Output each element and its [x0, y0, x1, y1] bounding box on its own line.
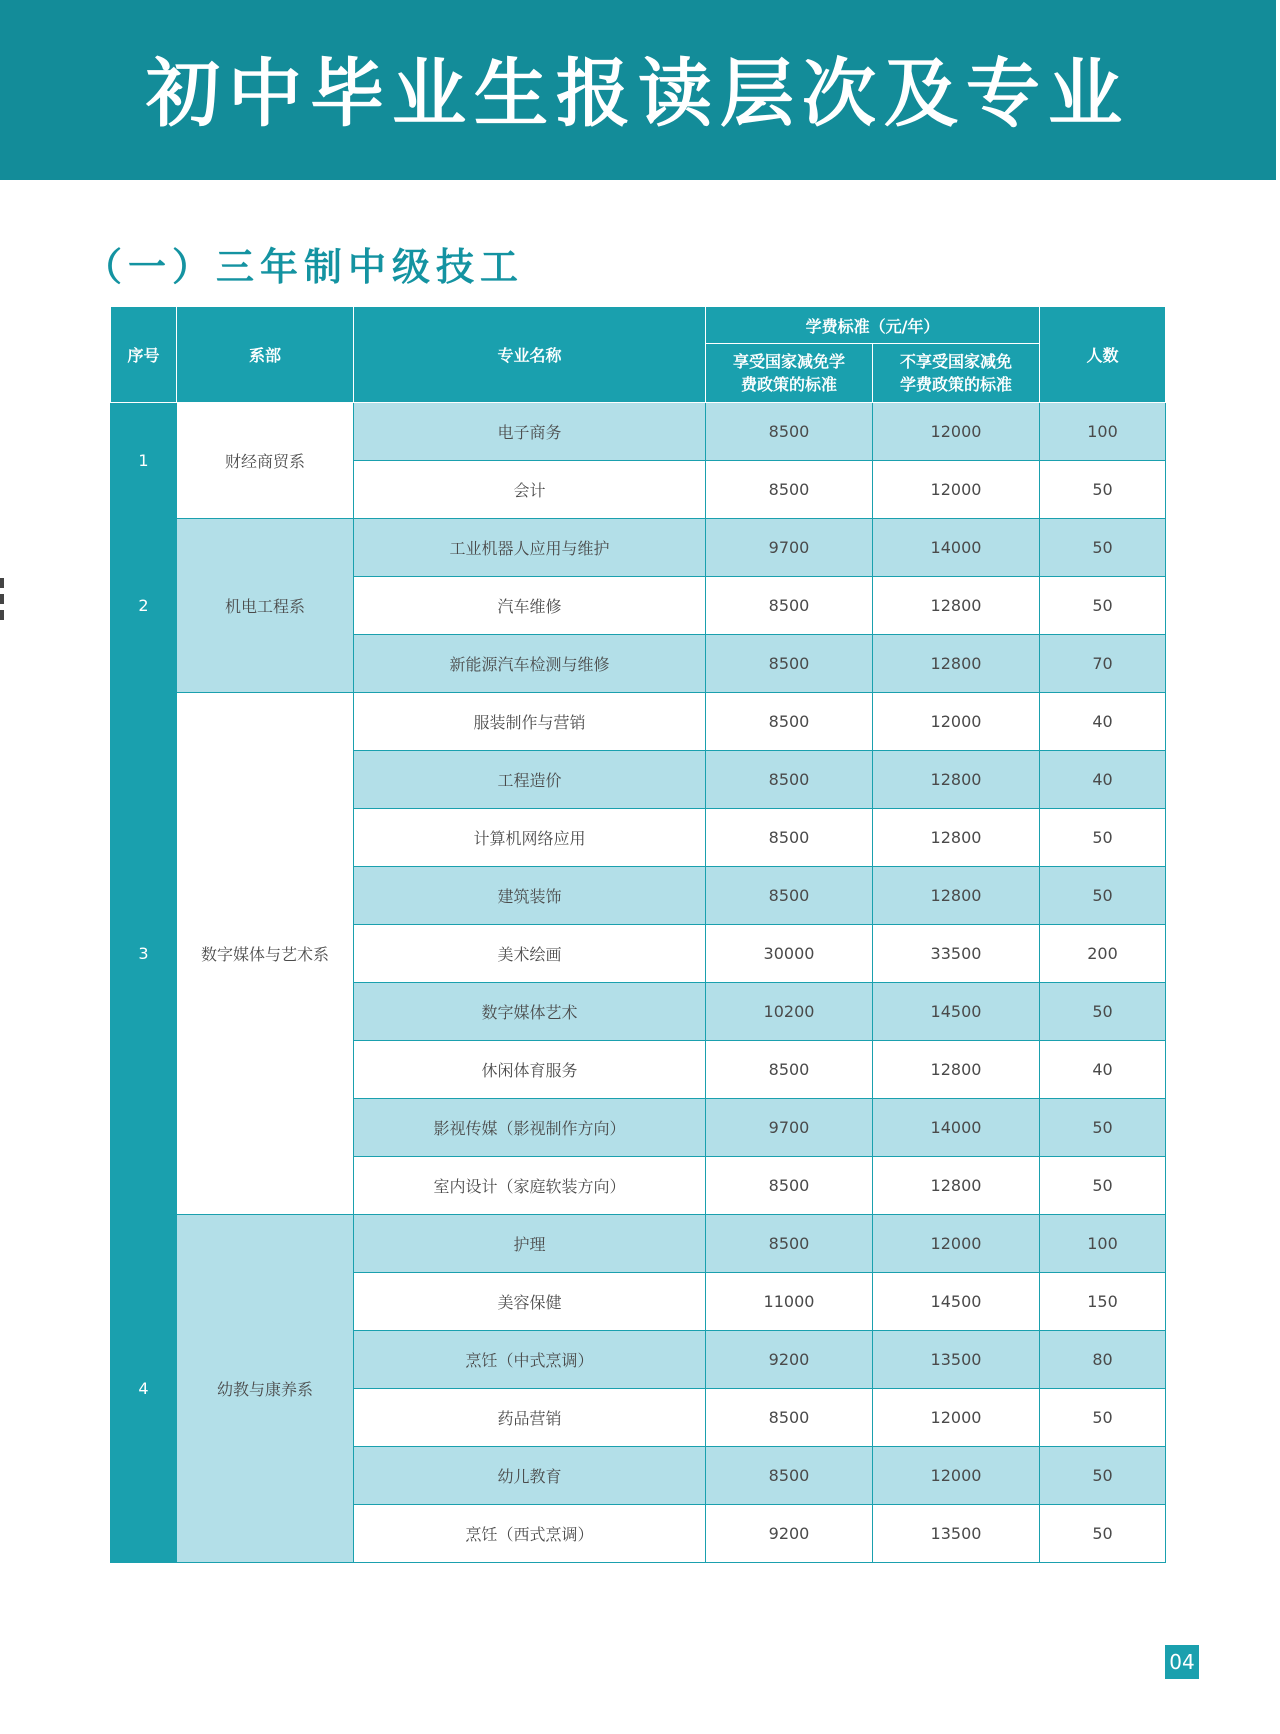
table-row	[111, 403, 1166, 461]
major-cell: 工业机器人应用与维护	[354, 519, 706, 577]
header-index: 序号	[111, 307, 177, 403]
group-index-cell: 4	[111, 1215, 177, 1563]
major-cell: 美容保健	[354, 1273, 706, 1331]
count-cell: 40	[1040, 1041, 1166, 1099]
fee-standard-cell: 12800	[873, 867, 1040, 925]
count-cell: 200	[1040, 925, 1166, 983]
fee-standard-cell: 14500	[873, 1273, 1040, 1331]
department-cell: 幼教与康养系	[177, 1215, 354, 1563]
count-cell: 50	[1040, 1447, 1166, 1505]
fee-standard-cell: 12000	[873, 461, 1040, 519]
count-cell: 50	[1040, 519, 1166, 577]
count-cell: 100	[1040, 1215, 1166, 1273]
fee-subsidized-cell: 30000	[706, 925, 873, 983]
fee-standard-cell: 12000	[873, 693, 1040, 751]
count-cell: 80	[1040, 1331, 1166, 1389]
table-body	[111, 403, 1166, 1563]
major-cell: 护理	[354, 1215, 706, 1273]
fee-standard-cell: 13500	[873, 1505, 1040, 1563]
fee-standard-cell: 14000	[873, 1099, 1040, 1157]
fee-subsidized-cell: 8500	[706, 461, 873, 519]
table-row	[111, 1215, 1166, 1273]
page-title: 初中毕业生报读层次及专业	[146, 51, 1130, 137]
major-cell: 美术绘画	[354, 925, 706, 983]
department-cell: 财经商贸系	[177, 403, 354, 519]
fee-subsidized-cell: 8500	[706, 751, 873, 809]
fee-standard-cell: 14500	[873, 983, 1040, 1041]
fee-subsidized-cell: 8500	[706, 577, 873, 635]
fee-subsidized-cell: 8500	[706, 1157, 873, 1215]
fee-standard-cell: 33500	[873, 925, 1040, 983]
count-cell: 50	[1040, 577, 1166, 635]
major-cell: 室内设计（家庭软装方向）	[354, 1157, 706, 1215]
major-cell: 烹饪（西式烹调）	[354, 1505, 706, 1563]
fee-table	[110, 306, 1166, 1563]
header-fee-standard	[873, 344, 1040, 403]
major-cell: 药品营销	[354, 1389, 706, 1447]
fee-standard-cell: 12800	[873, 1041, 1040, 1099]
fee-subsidized-cell: 9700	[706, 1099, 873, 1157]
fee-standard-cell: 12800	[873, 751, 1040, 809]
fee-standard-cell: 12800	[873, 577, 1040, 635]
count-cell: 50	[1040, 1099, 1166, 1157]
fee-subsidized-cell: 8500	[706, 809, 873, 867]
major-cell: 新能源汽车检测与维修	[354, 635, 706, 693]
count-cell: 50	[1040, 809, 1166, 867]
group-index-cell: 1	[111, 403, 177, 519]
edge-mark	[0, 578, 4, 588]
fee-subsidized-cell: 9200	[706, 1331, 873, 1389]
major-cell: 会计	[354, 461, 706, 519]
major-cell: 服装制作与营销	[354, 693, 706, 751]
major-cell: 电子商务	[354, 403, 706, 461]
count-cell: 50	[1040, 461, 1166, 519]
page-number: 04	[1165, 1645, 1199, 1679]
edge-mark	[0, 610, 4, 620]
fee-subsidized-cell: 8500	[706, 1215, 873, 1273]
header-fee-standard-text: 不享受国家减免学费政策的标准	[899, 352, 1012, 394]
count-cell: 50	[1040, 1389, 1166, 1447]
fee-subsidized-cell: 9200	[706, 1505, 873, 1563]
fee-subsidized-cell: 8500	[706, 635, 873, 693]
group-index-cell: 3	[111, 693, 177, 1215]
header-fee-subsidized-text: 享受国家减免学费政策的标准	[732, 352, 845, 394]
header-count: 人数	[1040, 307, 1166, 403]
count-cell: 50	[1040, 1505, 1166, 1563]
count-cell: 70	[1040, 635, 1166, 693]
fee-subsidized-cell: 9700	[706, 519, 873, 577]
fee-table-container	[110, 306, 1165, 1563]
fee-standard-cell: 12000	[873, 403, 1040, 461]
fee-subsidized-cell: 10200	[706, 983, 873, 1041]
edge-mark	[0, 594, 4, 604]
fee-subsidized-cell: 8500	[706, 1389, 873, 1447]
fee-standard-cell: 12800	[873, 1157, 1040, 1215]
table-row	[111, 519, 1166, 577]
major-cell: 幼儿教育	[354, 1447, 706, 1505]
major-cell: 计算机网络应用	[354, 809, 706, 867]
fee-subsidized-cell: 8500	[706, 403, 873, 461]
table-row	[111, 693, 1166, 751]
header-major: 专业名称	[354, 307, 706, 403]
header-fee-subsidized	[706, 344, 873, 403]
fee-subsidized-cell: 11000	[706, 1273, 873, 1331]
department-cell: 机电工程系	[177, 519, 354, 693]
major-cell: 汽车维修	[354, 577, 706, 635]
fee-standard-cell: 12000	[873, 1447, 1040, 1505]
count-cell: 40	[1040, 751, 1166, 809]
header-department: 系部	[177, 307, 354, 403]
major-cell: 建筑装饰	[354, 867, 706, 925]
fee-subsidized-cell: 8500	[706, 1041, 873, 1099]
fee-standard-cell: 13500	[873, 1331, 1040, 1389]
fee-subsidized-cell: 8500	[706, 1447, 873, 1505]
fee-standard-cell: 12800	[873, 635, 1040, 693]
count-cell: 150	[1040, 1273, 1166, 1331]
count-cell: 50	[1040, 983, 1166, 1041]
department-cell: 数字媒体与艺术系	[177, 693, 354, 1215]
fee-subsidized-cell: 8500	[706, 693, 873, 751]
group-index-cell: 2	[111, 519, 177, 693]
fee-subsidized-cell: 8500	[706, 867, 873, 925]
table-header	[111, 307, 1166, 403]
fee-standard-cell: 12000	[873, 1389, 1040, 1447]
title-banner	[0, 0, 1276, 180]
major-cell: 烹饪（中式烹调）	[354, 1331, 706, 1389]
fee-standard-cell: 12800	[873, 809, 1040, 867]
major-cell: 数字媒体艺术	[354, 983, 706, 1041]
count-cell: 50	[1040, 867, 1166, 925]
fee-standard-cell: 12000	[873, 1215, 1040, 1273]
major-cell: 影视传媒（影视制作方向）	[354, 1099, 706, 1157]
count-cell: 100	[1040, 403, 1166, 461]
header-fee-group: 学费标准（元/年）	[706, 307, 1040, 344]
count-cell: 40	[1040, 693, 1166, 751]
major-cell: 休闲体育服务	[354, 1041, 706, 1099]
major-cell: 工程造价	[354, 751, 706, 809]
fee-standard-cell: 14000	[873, 519, 1040, 577]
count-cell: 50	[1040, 1157, 1166, 1215]
section-title: （一）三年制中级技工	[84, 245, 525, 289]
